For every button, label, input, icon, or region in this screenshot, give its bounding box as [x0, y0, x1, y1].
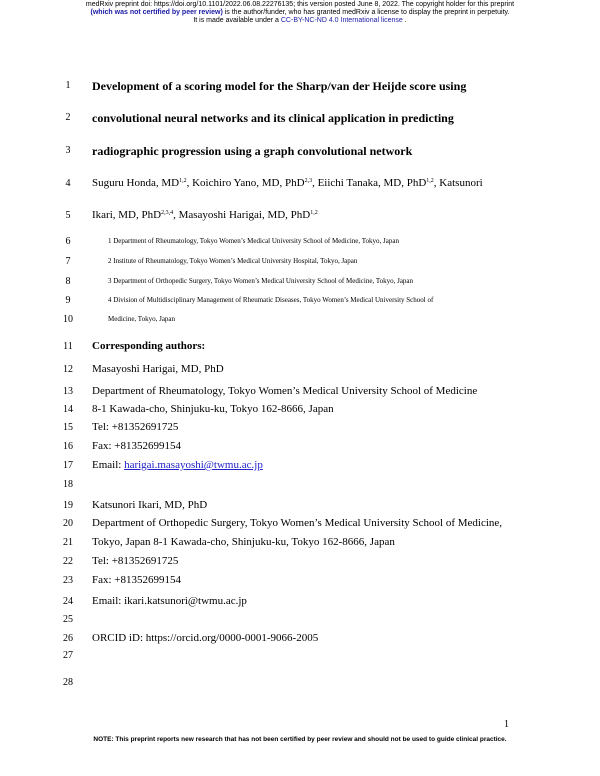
- line-number: 2: [65, 112, 71, 123]
- corresponding-author-2-name: Katsunori Ikari, MD, PhD: [92, 499, 208, 511]
- line-number: 25: [63, 614, 73, 625]
- line-number: 24: [63, 596, 73, 607]
- author-affiliation-ref: 2,3: [304, 178, 313, 184]
- author-name: Ikari, MD, PhD: [92, 209, 162, 221]
- line-number: 14: [63, 404, 73, 415]
- affiliation-3: 3 Department of Orthopedic Surgery, Tokyo Women’s Medical University School of Medicine, Tokyo, Japan: [108, 277, 414, 285]
- email-label: Email:: [92, 459, 125, 471]
- author-affiliation-ref: 1,2: [426, 178, 434, 184]
- author-line-1: [92, 177, 483, 189]
- corresponding-author-1-address: 8-1 Kawada-cho, Shinjuku-ku, Tokyo 162-8666, Japan: [92, 403, 334, 415]
- preprint-header-line-3: [0, 17, 600, 25]
- line-number: 13: [63, 386, 73, 397]
- license-statement: is the author/funder, who has granted medRxiv a license to display the preprint in perpetuity.: [222, 9, 510, 16]
- license-prefix: It is made available under a: [193, 17, 281, 24]
- line-number: 8: [65, 276, 71, 287]
- page-number: 1: [504, 719, 509, 730]
- line-number: 12: [63, 364, 73, 375]
- corresponding-author-1-dept: Department of Rheumatology, Tokyo Women’s Medical University School of Medicine: [92, 385, 478, 397]
- line-number: 3: [65, 145, 71, 156]
- corresponding-heading: Corresponding authors:: [92, 340, 206, 352]
- line-number: 7: [65, 256, 71, 267]
- line-number: 11: [63, 341, 73, 352]
- line-number: 20: [63, 518, 73, 529]
- line-number: 21: [63, 537, 73, 548]
- corresponding-author-1-tel: Tel: +81352691725: [92, 421, 179, 433]
- paper-title-line-3: radiographic progression using a graph convolutional network: [92, 144, 413, 158]
- author-name: , Koichiro Yano, MD, PhD: [186, 177, 305, 189]
- author-affiliation-ref: 1,2: [179, 178, 187, 184]
- line-number: 19: [63, 500, 73, 511]
- corresponding-author-2-email: Email: ikari.katsunori@twmu.ac.jp: [92, 595, 247, 607]
- line-number: 15: [63, 422, 73, 433]
- corresponding-author-2-fax: Fax: +81352699154: [92, 574, 182, 586]
- affiliation-4-continued: Medicine, Tokyo, Japan: [108, 315, 176, 323]
- line-number: 4: [65, 178, 71, 189]
- corresponding-author-1-fax: Fax: +81352699154: [92, 440, 182, 452]
- author-name: , Eiichi Tanaka, MD, PhD: [312, 177, 427, 189]
- orcid-id: ORCID iD: https://orcid.org/0000-0001-9066-2005: [92, 632, 319, 644]
- license-suffix: .: [402, 17, 407, 24]
- paper-title-line-1: Development of a scoring model for the Sharp/van der Heijde score using: [92, 79, 467, 93]
- corresponding-author-2-tel: Tel: +81352691725: [92, 555, 179, 567]
- line-number: 9: [65, 295, 71, 306]
- line-number: 6: [65, 236, 71, 247]
- line-number: 26: [63, 633, 73, 644]
- line-number: 28: [63, 677, 73, 688]
- line-number: 22: [63, 556, 73, 567]
- line-number: 10: [63, 314, 73, 325]
- preprint-header-line-1: medRxiv preprint doi: https://doi.org/10.1101/2022.06.08.22276135; this version posted June 8, 2022. The copyright holder for this preprint: [85, 1, 515, 8]
- license-link[interactable]: CC-BY-NC-ND 4.0 International license: [280, 17, 403, 24]
- corresponding-author-1-name: Masayoshi Harigai, MD, PhD: [92, 363, 224, 375]
- preprint-footer-note: NOTE: This preprint reports new research that has not been certified by peer review and should not be used to guide clinical practice.: [93, 736, 507, 743]
- corresponding-author-1-email: [92, 459, 263, 471]
- line-number: 16: [63, 441, 73, 452]
- affiliation-4: 4 Division of Multidisciplinary Management of Rheumatic Diseases, Tokyo Women’s Medical University School of: [108, 296, 434, 304]
- line-number: 27: [63, 650, 73, 661]
- preprint-header-line-2: [0, 9, 600, 17]
- affiliation-1: 1 Department of Rheumatology, Tokyo Women’s Medical University School of Medicine, Tokyo, Japan: [108, 237, 399, 245]
- author-name: Suguru Honda, MD: [92, 177, 180, 189]
- email-link[interactable]: harigai.masayoshi@twmu.ac.jp: [124, 459, 263, 471]
- author-name: , Masayoshi Harigai, MD, PhD: [173, 209, 311, 221]
- line-number: 17: [63, 460, 73, 471]
- line-number: 1: [65, 80, 71, 91]
- author-affiliation-ref: 1,2: [310, 210, 318, 216]
- line-number: 23: [63, 575, 73, 586]
- affiliation-2: 2 Institute of Rheumatology, Tokyo Women’s Medical University Hospital, Tokyo, Japan: [108, 257, 358, 265]
- paper-title-line-2: convolutional neural networks and its clinical application in predicting: [92, 111, 454, 125]
- corresponding-author-2-dept: Department of Orthopedic Surgery, Tokyo Women’s Medical University School of Medicine,: [92, 517, 503, 529]
- corresponding-author-2-address: Tokyo, Japan 8-1 Kawada-cho, Shinjuku-ku, Tokyo 162-8666, Japan: [92, 536, 395, 548]
- line-number: 5: [65, 210, 71, 221]
- line-number: 18: [63, 479, 73, 490]
- not-certified-notice: (which was not certified by peer review): [90, 9, 223, 16]
- author-affiliation-ref: 2,3,4: [161, 210, 174, 216]
- author-line-2: [92, 209, 318, 221]
- author-name: , Katsunori: [433, 177, 483, 189]
